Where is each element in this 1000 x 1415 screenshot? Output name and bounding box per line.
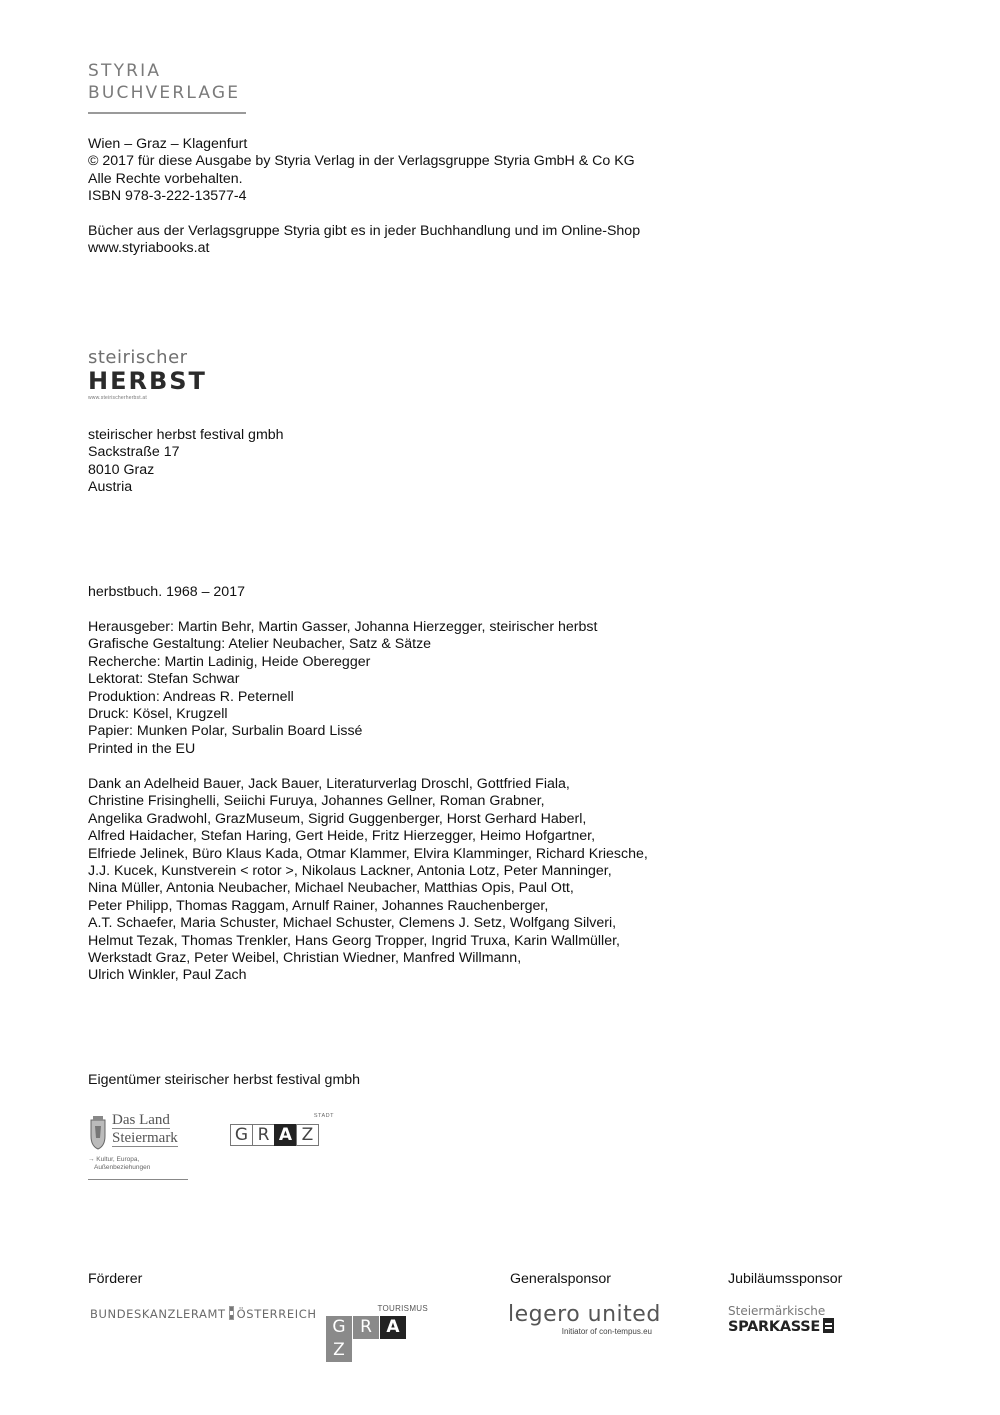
crest-icon [88, 1116, 108, 1150]
thanks-line: Christine Frisinghelli, Seiichi Furuya, Johannes Gellner, Roman Grabner, [88, 793, 545, 810]
sparkasse-name: SPARKASSE [728, 1319, 821, 1335]
credit-line: Druck: Kösel, Krugzell [88, 706, 228, 723]
thanks-line: Dank an Adelheid Bauer, Jack Bauer, Literaturverlag Droschl, Gottfried Fiala, [88, 776, 570, 792]
sparkasse-top: Steiermärkische [728, 1304, 826, 1318]
graz-letter: R [353, 1316, 379, 1339]
logo-line-1: STYRIA [88, 61, 162, 81]
thanks-line: A.T. Schaefer, Maria Schuster, Michael Schuster, Clemens J. Setz, Wolfgang Silveri, [88, 915, 617, 932]
address-line: 8010 Graz [88, 461, 155, 478]
land-logo-subline: Außenbeziehungen [94, 1164, 151, 1171]
heading-generalsponsor [510, 1271, 611, 1288]
graz-letter: R [252, 1124, 275, 1146]
stadt-label: STADT [313, 1113, 334, 1119]
credit-line: Herausgeber: Martin Behr, Martin Gasser, Johanna Hierzegger, steirischer herbst [88, 619, 598, 635]
graz-letter: Z [326, 1339, 352, 1362]
availability-line: Bücher aus der Verlagsgruppe Styria gibt es in jeder Buchhandlung und im Online-Shop [88, 223, 641, 239]
graz-tourismus-logo [326, 1304, 432, 1360]
imprint-block [88, 136, 635, 206]
graz-letter: A [274, 1124, 297, 1146]
credit-line: Papier: Munken Polar, Surbalin Board Lissé [88, 723, 363, 740]
bka-left: BUNDESKANZLERAMT [90, 1307, 226, 1321]
tourismus-label: TOURISMUS [377, 1304, 428, 1313]
credit-line: Printed in the EU [88, 740, 196, 757]
festival-address [88, 427, 284, 497]
graz-letter: G [326, 1316, 352, 1339]
thanks-line: Helmut Tezak, Thomas Trenkler, Hans Georg Tropper, Ingrid Truxa, Karin Wallmüller, [88, 932, 620, 949]
credit-line: Recherche: Martin Ladinig, Heide Oberegger [88, 653, 371, 670]
austria-flag-icon [229, 1306, 234, 1320]
heading-foerderer-text: Förderer [88, 1271, 143, 1287]
logo-line-2: BUCHVERLAGE [88, 83, 241, 103]
thanks-block [88, 776, 648, 985]
bundeskanzleramt-logo [90, 1305, 317, 1323]
address-line: Austria [88, 479, 133, 496]
availability-block [88, 223, 640, 258]
thanks-line: Ulrich Winkler, Paul Zach [88, 967, 247, 984]
thanks-line: Werkstadt Graz, Peter Weibel, Christian Wiedner, Manfred Willmann, [88, 950, 522, 967]
legero-main: legero united [508, 1302, 661, 1327]
heading-generalsponsor-text: Generalsponsor [510, 1271, 611, 1287]
isbn: ISBN 978-3-222-13577-4 [88, 188, 247, 205]
sparkasse-bottom [728, 1318, 858, 1336]
credit-line: Lektorat: Stefan Schwar [88, 671, 240, 688]
land-steiermark-logo [88, 1112, 188, 1182]
thanks-line: Angelika Gradwohl, GrazMuseum, Sigrid Guggenberger, Horst Gerhard Haberl, [88, 810, 587, 827]
graz-letter: Z [296, 1124, 319, 1146]
logo-underline [88, 1179, 188, 1180]
imprint-line: Alle Rechte vorbehalten. [88, 170, 243, 187]
sparkasse-s-icon [823, 1318, 834, 1333]
graz-letter: A [380, 1316, 406, 1339]
bka-right: ÖSTERREICH [236, 1307, 317, 1321]
address-line: Sackstraße 17 [88, 444, 180, 461]
imprint-line: Wien – Graz – Klagenfurt [88, 136, 248, 152]
owner-line [88, 1072, 360, 1089]
graz-letter: G [230, 1124, 253, 1146]
logo-underline [88, 112, 246, 114]
owner-text: Eigentümer steirischer herbst festival gmbh [88, 1072, 361, 1088]
thanks-line: Nina Müller, Antonia Neubacher, Michael Neubacher, Matthias Opis, Paul Ott, [88, 880, 574, 897]
logo-line-1: steirischer [88, 347, 188, 368]
thanks-line: Alfred Haidacher, Stefan Haring, Gert Heide, Fritz Hierzegger, Heimo Hofgartner, [88, 828, 596, 845]
styria-buchverlage-logo [88, 60, 248, 120]
sparkasse-logo [728, 1304, 858, 1340]
stadt-graz-logo [230, 1113, 336, 1149]
website-url: www.styriabooks.at [88, 240, 210, 257]
thanks-line: Elfriede Jelinek, Büro Klaus Kada, Otmar Klammer, Elvira Klamminger, Richard Kriesche, [88, 845, 648, 862]
legero-united-logo [508, 1302, 661, 1339]
graz-letters [230, 1124, 318, 1146]
heading-jubilaeumssponsor [728, 1271, 842, 1288]
land-logo-subline: → Kultur, Europa, [88, 1156, 140, 1163]
book-title-text: herbstbuch. 1968 – 2017 [88, 584, 245, 600]
land-logo-line-2: Steiermark [112, 1130, 178, 1146]
heading-foerderer [88, 1271, 142, 1288]
land-logo-line-3 [88, 1156, 150, 1172]
thanks-line: Peter Philipp, Thomas Raggam, Arnulf Rainer, Johannes Rauchenberger, [88, 897, 549, 914]
steirischer-herbst-logo [88, 348, 208, 412]
credits-block [88, 619, 597, 758]
heading-jubilaeumssponsor-text: Jubiläumssponsor [728, 1271, 843, 1287]
credit-line: Produktion: Andreas R. Peternell [88, 688, 294, 705]
legero-sub: Initiator of con-tempus.eu [561, 1327, 652, 1336]
imprint-line: © 2017 für diese Ausgabe by Styria Verlag in der Verlagsgruppe Styria GmbH & Co KG [88, 153, 635, 170]
graz-letters [326, 1316, 432, 1362]
address-line: steirischer herbst festival gmbh [88, 427, 284, 443]
logo-line-2: HERBST [88, 367, 207, 395]
thanks-line: J.J. Kucek, Kunstverein < rotor >, Nikolaus Lackner, Antonia Lotz, Peter Manninger, [88, 863, 612, 880]
logo-line-3: www.steirischerherbst.at [88, 395, 147, 401]
land-logo-line-1: Das Land [112, 1112, 170, 1128]
credit-line: Grafische Gestaltung: Atelier Neubacher, Satz & Sätze [88, 636, 432, 653]
book-title [88, 584, 245, 601]
